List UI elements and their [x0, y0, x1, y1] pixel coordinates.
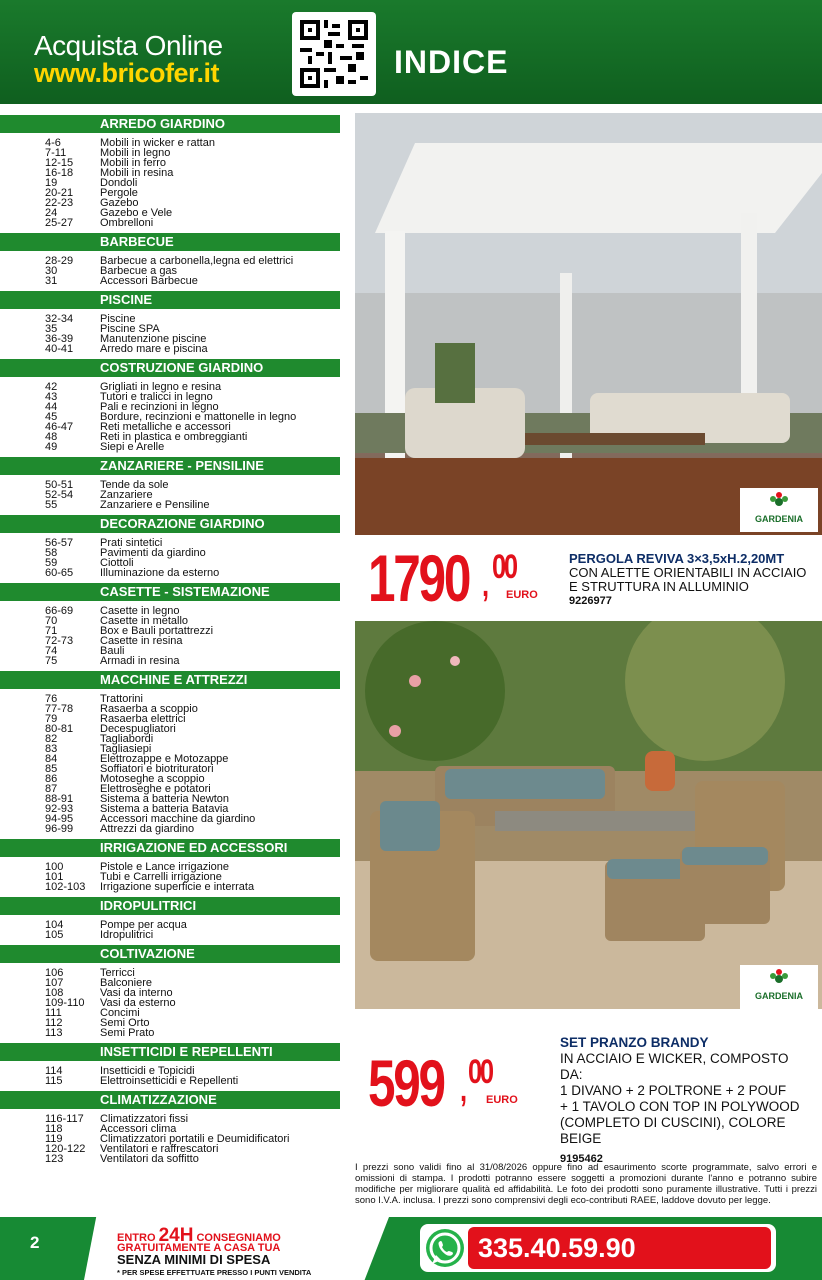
pergola-illustration — [355, 113, 822, 535]
index-page: 59 — [45, 557, 58, 569]
index-label: Vasi da interno — [100, 987, 173, 999]
index-page: 82 — [45, 733, 58, 745]
index-label: Zanzariere — [100, 489, 153, 501]
product2-desc3: + 1 TAVOLO CON TOP IN POLYWOOD — [560, 1099, 800, 1114]
section-header[interactable] — [0, 233, 340, 251]
index-label: Bauli — [100, 645, 125, 657]
index-page: 46-47 — [45, 421, 74, 433]
index-row[interactable] — [0, 1154, 340, 1164]
section-header[interactable] — [0, 359, 340, 377]
index-page: 28-29 — [45, 255, 74, 267]
disclaimer: I prezzi sono validi fino al 31/08/2026 oppure fino ad esaurimento scorte programmate, salvo errori e omissioni di stampa. I prodotti potranno essere soggetti a promozioni durante l'anno e potranno subire modifiche per migliorare qualità ed affidabilità. Le foto dei prodotti sono puramente illustrative. Tutti i prezzi sono I.V.A. inclusa. I prezzi sono comprensivi degli eco-contributi RAEE, laddove dovuto per legge. — [355, 1162, 817, 1206]
index-label: Tende da sole — [100, 479, 169, 491]
index-label: Climatizzatori portatili e Deumidificatori — [100, 1133, 290, 1145]
index-page: 87 — [45, 783, 58, 795]
index-label: Ciottoli — [100, 557, 134, 569]
index-label: Attrezzi da giardino — [100, 823, 195, 835]
product1-code: 9226977 — [569, 595, 612, 607]
section-title: COSTRUZIONE GIARDINO — [100, 360, 264, 375]
index-label: Pavimenti da giardino — [100, 547, 206, 559]
index-page: 120-122 — [45, 1143, 86, 1155]
index-label: Manutenzione piscine — [100, 333, 207, 345]
section-title: BARBECUE — [100, 234, 174, 249]
index-label: Casette in resina — [100, 635, 183, 647]
product1-price-dec: 00 — [492, 548, 516, 586]
index-page: 107 — [45, 977, 64, 989]
index-page: 71 — [45, 625, 58, 637]
section-rows — [0, 915, 340, 942]
index-label: Box e Bauli portattrezzi — [100, 625, 214, 637]
index-page: 12-15 — [45, 157, 74, 169]
gardenia-logo-2 — [740, 965, 818, 1009]
index-page: 31 — [45, 275, 58, 287]
index-page: 100 — [45, 861, 64, 873]
index-page: 60-65 — [45, 567, 74, 579]
index-label: Gazebo — [100, 197, 139, 209]
index-label: Illuminazione da esterno — [100, 567, 220, 579]
index-page: 76 — [45, 693, 58, 705]
product1-desc1: CON ALETTE ORIENTABILI IN ACCIAIO — [569, 565, 807, 580]
index-page: 77-78 — [45, 703, 74, 715]
index-page: 45 — [45, 411, 58, 423]
index-page: 66-69 — [45, 605, 74, 617]
whatsapp-icon — [422, 1226, 468, 1270]
index-page: 92-93 — [45, 803, 74, 815]
index-label: Pompe per acqua — [100, 919, 187, 931]
index-label: Barbecue a gas — [100, 265, 178, 277]
index-label: Semi Orto — [100, 1017, 150, 1029]
section-title: DECORAZIONE GIARDINO — [100, 516, 265, 531]
index-label: Elettroinsetticidi e Repellenti — [100, 1075, 239, 1087]
section-title: CASETTE - SISTEMAZIONE — [100, 584, 270, 599]
product1-desc2: E STRUTTURA IN ALLUMINIO — [569, 579, 749, 594]
index-label: Sistema a batteria Batavia — [100, 803, 229, 815]
index-page: 86 — [45, 773, 58, 785]
index-label: Armadi in resina — [100, 655, 180, 667]
delivery-24h: 24H — [158, 1225, 194, 1246]
section-rows — [0, 309, 340, 356]
index-page: 75 — [45, 655, 58, 667]
index-label: Decespugliatori — [100, 723, 176, 735]
whatsapp-phone[interactable] — [420, 1224, 776, 1272]
index-label: Mobili in wicker e rattan — [100, 137, 215, 149]
index-page: 123 — [45, 1153, 64, 1165]
index-page: 84 — [45, 753, 58, 765]
index-label: Rasaerba elettrici — [100, 713, 186, 725]
index-page: 7-11 — [45, 147, 67, 159]
index-page: 44 — [45, 401, 58, 413]
product1-currency: EURO — [506, 589, 538, 601]
index-label: Ombrelloni — [100, 217, 154, 229]
index-row[interactable] — [0, 656, 340, 666]
delivery-line2: GRATUITAMENTE A CASA TUA — [117, 1242, 281, 1254]
gardenia-logo — [740, 488, 818, 532]
index-row[interactable] — [0, 218, 340, 228]
index-label: Tagliasiepi — [100, 743, 152, 755]
index-label: Ventilatori e raffrescatori — [100, 1143, 219, 1155]
index-label: Arredo mare e piscina — [100, 343, 208, 355]
index-row[interactable] — [0, 882, 340, 892]
product2-price-int: 599 — [368, 1046, 444, 1120]
index-list — [0, 112, 340, 1166]
index-page: 111 — [45, 1007, 62, 1019]
index-label: Tutori e tralicci in legno — [100, 391, 213, 403]
index-label: Casette in legno — [100, 605, 180, 617]
index-label: Idropulitrici — [100, 929, 154, 941]
index-page: 35 — [45, 323, 58, 335]
index-page: 113 — [45, 1027, 63, 1039]
product2-desc2: 1 DIVANO + 2 POLTRONE + 2 POUF — [560, 1083, 787, 1098]
index-page: 56-57 — [45, 537, 74, 549]
index-page: 40-41 — [45, 343, 74, 355]
index-label: Siepi e Arelle — [100, 441, 165, 453]
index-label: Mobili in ferro — [100, 157, 167, 169]
delivery-within: ENTRO — [117, 1232, 156, 1244]
product1-info — [569, 552, 819, 608]
delivery-line3: SENZA MINIMI DI SPESA — [117, 1252, 271, 1267]
index-page: 94-95 — [45, 813, 74, 825]
index-label: Pergole — [100, 187, 138, 199]
index-page: 24 — [45, 207, 58, 219]
section-title: ZANZARIERE - PENSILINE — [100, 458, 264, 473]
index-label: Dondoli — [100, 177, 138, 189]
index-row[interactable] — [0, 500, 340, 510]
pergola-image — [355, 113, 822, 535]
section-title: MACCHINE E ATTREZZI — [100, 672, 248, 687]
index-label: Zanzariere e Pensiline — [100, 499, 210, 511]
index-label: Rasaerba a scoppio — [100, 703, 198, 715]
index-row[interactable] — [0, 1028, 340, 1038]
index-label: Mobili in resina — [100, 167, 174, 179]
index-label: Elettroseghe e potatori — [100, 783, 211, 795]
index-page: 30 — [45, 265, 58, 277]
index-page: 43 — [45, 391, 58, 403]
index-label: Soffiatori e biotrituratori — [100, 763, 214, 775]
section-rows — [0, 689, 340, 836]
section-header[interactable] — [0, 115, 340, 133]
section-rows — [0, 377, 340, 454]
section-title: CLIMATIZZAZIONE — [100, 1092, 217, 1107]
section-rows — [0, 601, 340, 668]
index-page: 4-6 — [45, 137, 61, 149]
section-rows — [0, 857, 340, 894]
product2-name: SET PRANZO BRANDY — [560, 1035, 709, 1050]
index-page: 74 — [45, 645, 58, 657]
price-comma: , — [482, 566, 487, 604]
index-label: Barbecue a carbonella,legna ed elettrici — [100, 255, 294, 267]
gardenia-logo-text: GARDENIA — [754, 514, 803, 524]
product1-price-int: 1790 — [368, 541, 470, 615]
index-label: Casette in metallo — [100, 615, 189, 627]
index-page: 83 — [45, 743, 58, 755]
section-title: IRRIGAZIONE ED ACCESSORI — [100, 840, 288, 855]
section-header[interactable] — [0, 671, 340, 689]
index-row[interactable] — [0, 568, 340, 578]
index-page: 52-54 — [45, 489, 74, 501]
index-page: 112 — [45, 1017, 63, 1029]
index-page: 58 — [45, 547, 58, 559]
product1-price — [368, 540, 558, 620]
section-bar — [0, 291, 340, 309]
index-page: 108 — [45, 987, 64, 999]
dining-set-image — [355, 621, 822, 1009]
index-row[interactable] — [0, 824, 340, 834]
section-title: PISCINE — [100, 292, 153, 307]
index-label: Accessori clima — [100, 1123, 177, 1135]
index-label: Bordure, recinzioni e mattonelle in legno — [100, 411, 297, 423]
delivery-deliver: CONSEGNIAMO — [196, 1232, 281, 1244]
section-header[interactable] — [0, 457, 340, 475]
section-rows — [0, 533, 340, 580]
index-label: Tagliabordi — [100, 733, 154, 745]
index-label: Sistema a batteria Newton — [100, 793, 230, 805]
index-label: Piscine SPA — [100, 323, 160, 335]
product2-info — [560, 1035, 810, 1167]
index-label: Pistole e Lance irrigazione — [100, 861, 230, 873]
index-page: 70 — [45, 615, 58, 627]
section-rows — [0, 133, 340, 230]
index-label: Tubi e Carrelli irrigazione — [100, 871, 222, 883]
index-page: 104 — [45, 919, 64, 931]
index-label: Ventilatori da soffitto — [100, 1153, 199, 1165]
index-page: 114 — [45, 1065, 63, 1077]
index-page: 20-21 — [45, 187, 74, 199]
gardenia-flower-icon — [740, 965, 818, 991]
index-row[interactable] — [0, 442, 340, 452]
section-rows — [0, 475, 340, 512]
section-title: COLTIVAZIONE — [100, 946, 195, 961]
section-title: INSETTICIDI E REPELLENTI — [100, 1044, 273, 1059]
index-page: 49 — [45, 441, 58, 453]
header — [0, 0, 822, 104]
index-page: 85 — [45, 763, 58, 775]
index-row[interactable] — [0, 276, 340, 286]
section-header[interactable] — [0, 1091, 340, 1109]
index-label: Trattorini — [100, 693, 143, 705]
index-page: 72-73 — [45, 635, 74, 647]
qr-code[interactable] — [292, 12, 376, 96]
index-page: 106 — [45, 967, 64, 979]
section-header[interactable] — [0, 945, 340, 963]
section-title: ARREDO GIARDINO — [100, 116, 225, 131]
index-label: Gazebo e Vele — [100, 207, 173, 219]
section-header[interactable] — [0, 515, 340, 533]
index-label: Pali e recinzioni in legno — [100, 401, 219, 413]
index-page: 96-99 — [45, 823, 74, 835]
index-label: Mobili in legno — [100, 147, 171, 159]
index-label: Accessori Barbecue — [100, 275, 198, 287]
index-label: Terricci — [100, 967, 135, 979]
gardenia-flower-icon — [740, 488, 818, 514]
price-comma: , — [460, 1071, 465, 1109]
index-page: 32-34 — [45, 313, 74, 325]
index-label: Piscine — [100, 313, 136, 325]
index-page: 55 — [45, 499, 58, 511]
index-page: 102-103 — [45, 881, 86, 893]
product2-desc1: IN ACCIAIO E WICKER, COMPOSTO DA: — [560, 1051, 789, 1082]
section-rows — [0, 1109, 340, 1166]
section-title: IDROPULITRICI — [100, 898, 197, 913]
online-text: Acquista Online — [34, 30, 223, 61]
index-page: 116-117 — [45, 1113, 84, 1125]
index-page: 48 — [45, 431, 58, 443]
index-page: 36-39 — [45, 333, 74, 345]
delivery-note: * PER SPESE EFFETTUATE PRESSO I PUNTI VENDITA — [117, 1268, 312, 1277]
index-label: Semi Prato — [100, 1027, 155, 1039]
index-page: 115 — [45, 1075, 63, 1087]
index-page: 42 — [45, 381, 58, 393]
section-header[interactable] — [0, 897, 340, 915]
index-label: Motoseghe a scoppio — [100, 773, 205, 785]
section-header[interactable] — [0, 583, 340, 601]
dining-set-illustration — [355, 621, 822, 1009]
index-page: 109-110 — [45, 997, 85, 1009]
index-label: Grigliati in legno e resina — [100, 381, 222, 393]
index-page: 79 — [45, 713, 58, 725]
index-label: Vasi da esterno — [100, 997, 176, 1009]
index-label: Elettrozappe e Motozappe — [100, 753, 229, 765]
index-page: 50-51 — [45, 479, 74, 491]
index-label: Insetticidi e Topicidi — [100, 1065, 195, 1077]
index-label: Reti in plastica e ombreggianti — [100, 431, 248, 443]
index-page: 119 — [45, 1133, 63, 1145]
section-header[interactable] — [0, 839, 340, 857]
product2-desc4: (COMPLETO DI CUSCINI), COLORE BEIGE — [560, 1115, 786, 1146]
site-url[interactable]: www.bricofer.it — [34, 58, 220, 88]
index-row[interactable] — [0, 344, 340, 354]
section-rows — [0, 963, 340, 1040]
product1-name: PERGOLA REVIVA 3×3,5xH.2,20MT — [569, 551, 785, 566]
index-page: 25-27 — [45, 217, 74, 229]
product2-price-dec: 00 — [468, 1053, 492, 1091]
index-page: 22-23 — [45, 197, 74, 209]
section-rows — [0, 1061, 340, 1088]
index-page: 105 — [45, 929, 64, 941]
product2-code: 9195462 — [560, 1153, 603, 1165]
section-header[interactable] — [0, 291, 340, 309]
section-header[interactable] — [0, 1043, 340, 1061]
index-page: 118 — [45, 1123, 63, 1135]
product2-currency: EURO — [486, 1094, 518, 1106]
index-row[interactable] — [0, 1076, 340, 1086]
index-label: Prati sintetici — [100, 537, 163, 549]
index-label: Irrigazione superficie e interrata — [100, 881, 255, 893]
index-row[interactable] — [0, 930, 340, 940]
index-page: 80-81 — [45, 723, 74, 735]
index-label: Concimi — [100, 1007, 140, 1019]
qr-code-icon — [300, 20, 368, 88]
page-title: INDICE — [394, 44, 509, 80]
page-number: 2 — [30, 1233, 40, 1252]
index-page: 88-91 — [45, 793, 74, 805]
index-label: Balconiere — [100, 977, 152, 989]
index-label: Reti metalliche e accessori — [100, 421, 231, 433]
gardenia-logo-text: GARDENIA — [754, 991, 803, 1001]
index-page: 101 — [45, 871, 64, 883]
phone-number[interactable]: 335.40.59.90 — [478, 1233, 636, 1263]
index-label: Accessori macchine da giardino — [100, 813, 256, 825]
product2-price — [368, 1045, 538, 1125]
section-rows — [0, 251, 340, 288]
index-page: 16-18 — [45, 167, 74, 179]
index-label: Climatizzatori fissi — [100, 1113, 189, 1125]
index-page: 19 — [45, 177, 58, 189]
